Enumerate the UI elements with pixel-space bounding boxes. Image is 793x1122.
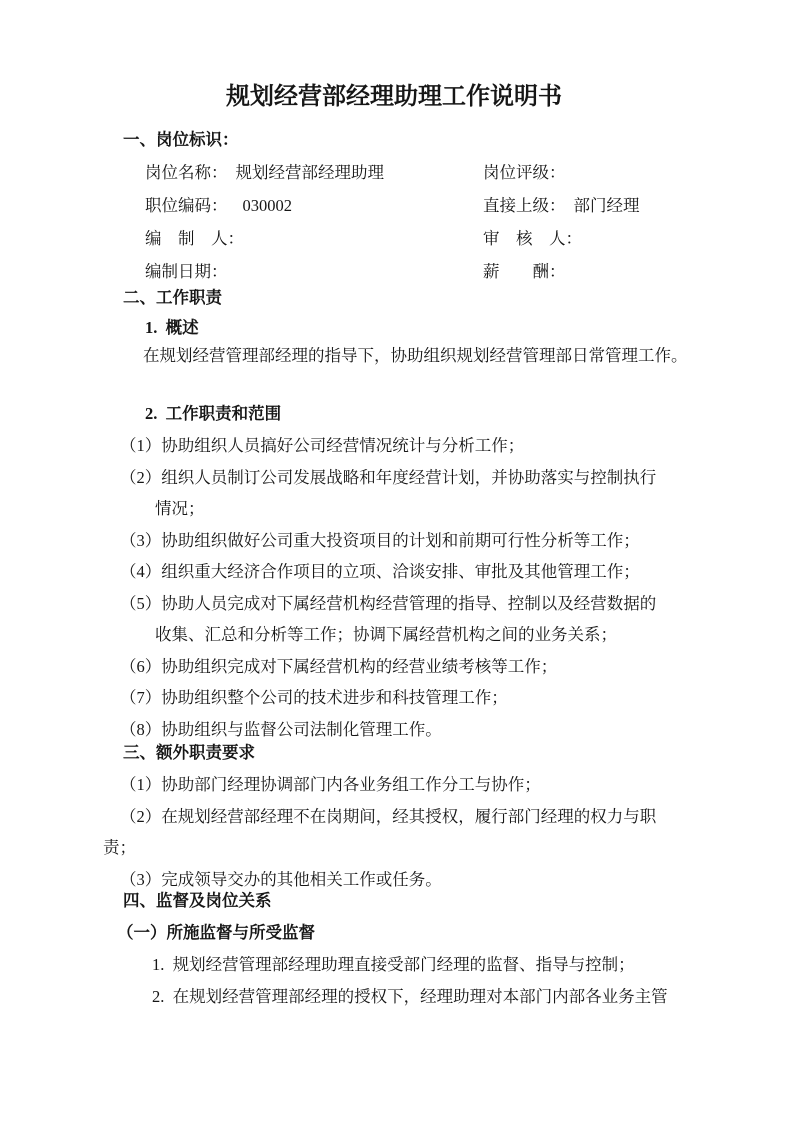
section-heading-supervision: 四、监督及岗位关系 xyxy=(123,891,272,910)
field-label-prepared-by: 编 制 人： xyxy=(145,229,244,248)
field-label-reviewed-by: 审 核 人： xyxy=(483,229,582,248)
supervision-item-list xyxy=(103,949,685,1013)
section-heading-duties: 二、工作职责 xyxy=(123,288,222,307)
section-heading-position-id: 一、岗位标识： xyxy=(123,130,239,149)
supervision-item: 1. 规划经营管理部经理助理直接受部门经理的监督、指导与控制； xyxy=(152,955,635,974)
field-cell xyxy=(145,156,483,189)
extra-duty-item: （2）在规划经营部经理不在岗期间，经其授权，履行部门经理的权力与职责； xyxy=(103,806,657,857)
duty-item: （7）协助组织整个公司的技术进步和科技管理工作； xyxy=(120,688,508,707)
field-label-position-name: 岗位名称： xyxy=(145,163,228,182)
subheading-supervision-given-received: （一）所施监督与所受监督 xyxy=(117,923,315,942)
field-value-position-name: 规划经营部经理助理 xyxy=(235,163,384,182)
duty-item: （6）协助组织完成对下属经营机构的经营业绩考核等工作； xyxy=(120,656,558,676)
field-cell xyxy=(145,189,483,222)
extra-duty-item-list xyxy=(103,769,665,895)
document-title: 规划经营部经理助理工作说明书 xyxy=(226,84,562,110)
field-label-prepared-date: 编制日期： xyxy=(145,262,228,281)
field-cell xyxy=(483,156,574,189)
duty-item: （8）协助组织与监督公司法制化管理工作。 xyxy=(120,719,442,739)
field-cell xyxy=(483,189,640,222)
field-row xyxy=(145,156,685,189)
field-cell xyxy=(483,222,590,255)
field-label-position-grade: 岗位评级： xyxy=(483,163,566,182)
subheading-scope: 2. 工作职责和范围 xyxy=(145,404,282,423)
field-label-direct-superior: 直接上级： xyxy=(483,196,566,215)
field-value-position-code: 030002 xyxy=(242,196,292,215)
field-cell xyxy=(145,222,483,255)
extra-duty-item: （3）完成领导交办的其他相关工作或任务。 xyxy=(120,869,442,889)
duty-item: （4）组织重大经济合作项目的立项、洽谈安排、审批及其他管理工作； xyxy=(120,562,640,581)
field-row xyxy=(145,222,685,255)
duty-item-list xyxy=(103,430,665,745)
overview-paragraph: 在规划经营管理部经理的指导下，协助组织规划经营管理部日常管理工作。 xyxy=(143,346,688,365)
duty-item: （1）协助组织人员搞好公司经营情况统计与分析工作； xyxy=(120,436,525,455)
subheading-overview: 1. 概述 xyxy=(145,318,199,337)
duty-item: （5）协助人员完成对下属经营机构经营管理的指导、控制以及经营数据的收集、汇总和分析等工作；协调下属经营机构之间的业务关系； xyxy=(120,593,657,644)
section-heading-extra-duties: 三、额外职责要求 xyxy=(123,743,255,762)
position-id-fields xyxy=(145,156,685,288)
duty-item: （2）组织人员制订公司发展战略和年度经营计划，并协助落实与控制执行情况； xyxy=(120,467,657,518)
field-row xyxy=(145,189,685,222)
duty-item: （3）协助组织做好公司重大投资项目的计划和前期可行性分析等工作； xyxy=(120,530,640,550)
field-label-position-code: 职位编码： xyxy=(145,196,228,215)
field-cell xyxy=(483,255,574,288)
field-value-direct-superior: 部门经理 xyxy=(573,196,640,215)
field-label-salary: 薪 酬： xyxy=(483,262,566,281)
supervision-item: 2. 在规划经营管理部经理的授权下，经理助理对本部门内部各业务主管 xyxy=(152,987,668,1006)
extra-duty-item: （1）协助部门经理协调部门内各业务组工作分工与协作； xyxy=(120,775,541,794)
